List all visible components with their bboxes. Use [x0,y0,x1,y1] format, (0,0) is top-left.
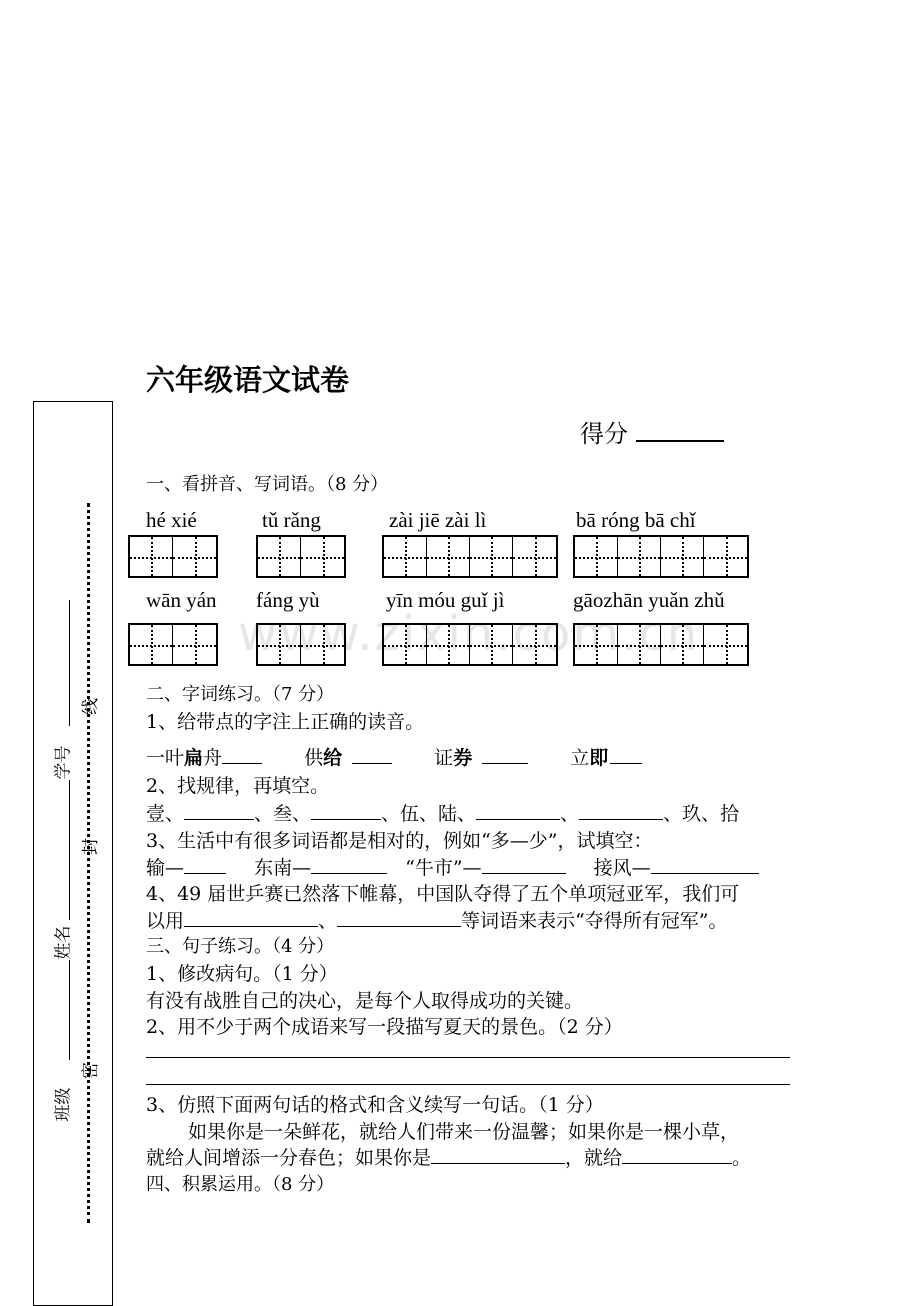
section2-heading: 二、字词练习。（7 分） [146,684,335,705]
pinyin-4: bā róng bā chǐ [576,508,696,532]
s3-q1: 1、修改病句。（1 分） [146,963,338,985]
s2-q2: 2、找规律，再填空。 [146,775,330,797]
answer-blank[interactable] [311,801,381,820]
s2-q3-items: 输— 东南— “牛市”— 接风— [146,853,759,880]
q1-item-4: 立即 [570,747,609,769]
seal-word-secret: 密 [81,1062,101,1079]
number-blank [69,600,70,726]
pinyin-8: gāozhān yuǎn zhǔ [573,588,725,612]
writing-grid[interactable] [128,623,218,666]
answer-blank[interactable] [184,855,226,874]
writing-grid[interactable] [573,535,749,578]
writing-grid[interactable] [256,535,346,578]
answer-line[interactable] [146,1057,790,1058]
s2-q2-sequence: 壹、 、叁、 、伍、陆、 、 、玖、拾 [146,803,740,825]
answer-blank[interactable] [482,745,528,764]
s3-q1-sentence: 有没有战胜自己的决心，是每个人取得成功的关键。 [146,990,584,1012]
section1-heading: 一、看拼音、写词语。（8 分） [146,474,389,495]
writing-grid[interactable] [256,623,346,666]
pinyin-6: fáng yù [256,588,320,612]
number-label: 学号 [53,745,74,780]
s3-q2: 2、用不少于两个成语来写一段描写夏天的景色。（2 分） [146,1016,623,1038]
name-blank [69,780,70,920]
answer-blank[interactable] [622,1145,732,1164]
section3-heading: 三、句子练习。（4 分） [146,936,335,957]
answer-blank[interactable] [337,908,461,927]
q1-item-1: 一叶扁舟 [146,747,223,769]
answer-blank[interactable] [222,745,262,764]
watermark: www.zixin.com.cn [238,606,700,662]
pinyin-1: hé xié [146,508,197,532]
pinyin-2: tǔ rǎng [262,508,321,532]
writing-grid[interactable] [573,623,749,666]
class-blank [69,960,70,1060]
answer-blank[interactable] [352,745,392,764]
score-blank[interactable] [636,418,724,442]
name-label: 姓名 [53,925,74,960]
s2-q3: 3、生活中有很多词语都是相对的，例如“多—少”，试填空： [146,830,653,852]
answer-blank[interactable] [610,745,642,764]
answer-blank[interactable] [579,801,663,820]
answer-blank[interactable] [651,855,759,874]
writing-grid[interactable] [382,535,558,578]
seal-word-line: 线 [81,698,101,715]
pinyin-5: wān yán [146,588,217,612]
binding-margin [33,401,113,1306]
s3-q3-line2: 就给人间增添一分春色；如果你是 ，就给 。 [146,1147,752,1169]
q1-item-3: 证券 [434,747,473,769]
s3-q3-line1: 如果你是一朵鲜花，就给人们带来一份温馨；如果你是一棵小草， [188,1121,740,1143]
s2-q1-items [146,743,642,770]
section4-heading: 四、积累运用。（8 分） [146,1174,335,1195]
score-field [580,414,724,449]
seal-word-seal: 封 [81,838,101,855]
s2-q4-line1: 4、49 届世乒赛已然落下帷幕，中国队夺得了五个单项冠亚军，我们可 [146,883,740,905]
s2-q1: 1、给带点的字注上正确的读音。 [146,711,425,733]
answer-blank[interactable] [184,801,254,820]
answer-blank[interactable] [431,1145,565,1164]
writing-grid[interactable] [382,623,558,666]
score-label: 得分 [580,420,628,448]
pinyin-7: yīn móu guǐ jì [386,588,505,612]
answer-blank[interactable] [476,801,560,820]
class-label: 班级 [53,1087,74,1122]
s2-q4-line2: 以用 、 等词语来表示“夺得所有冠军”。 [146,910,728,932]
answer-blank[interactable] [311,855,387,874]
s3-q3: 3、仿照下面两句话的格式和含义续写一句话。（1 分） [146,1094,604,1116]
answer-blank[interactable] [184,908,318,927]
pinyin-3: zài jiē zài lì [389,508,487,532]
answer-blank[interactable] [482,855,566,874]
q1-item-2: 供给 [304,747,343,769]
writing-grid[interactable] [128,535,218,578]
seal-dotted-line [87,503,90,1223]
page-title: 六年级语文试卷 [146,363,350,397]
answer-line[interactable] [146,1084,790,1085]
